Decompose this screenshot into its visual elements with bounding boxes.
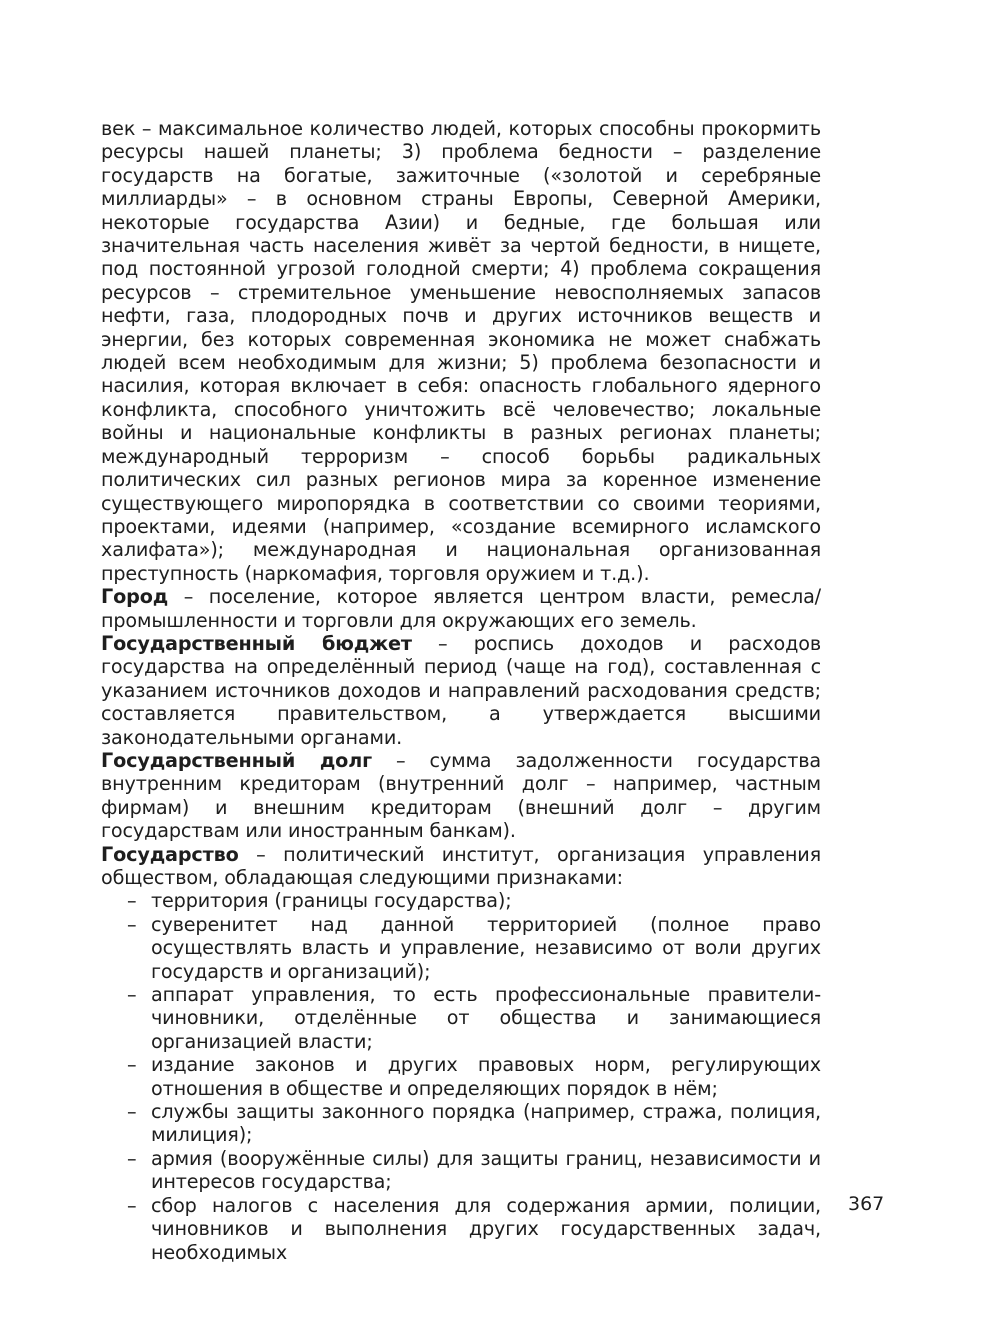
entry-state [101, 843, 821, 890]
entry-budget [101, 632, 821, 749]
term-state: Государство [101, 842, 239, 866]
list-item-text: службы защиты законного порядка (например, стража, полиция, милиция); [151, 1100, 821, 1147]
page-number: 367 [848, 1193, 885, 1215]
list-item-text: суверенитет над данной территорией (полное право осуществлять власть и управление, независимо от воли других государств и организаций); [151, 912, 821, 983]
state-features-list [101, 889, 821, 1264]
list-item [101, 1147, 821, 1194]
list-item-text: аппарат управления, то есть профессиональные правители-чиновники, отделённые от общества и занимающиеся организацией власти; [151, 983, 821, 1053]
list-item [101, 1100, 821, 1147]
list-item [101, 1194, 821, 1264]
list-item-text: территория (границы государства); [151, 889, 512, 913]
list-dash: – [127, 1193, 137, 1217]
list-item-text: армия (вооружённые силы) для защиты границ, независимости и интересов государства; [151, 1146, 821, 1194]
list-dash: – [127, 912, 137, 936]
definition-gorod: – поселение, которое является центром власти, ремесла/промышленности и торговли для окружающих его земель. [101, 585, 821, 632]
list-dash: – [127, 983, 137, 1007]
list-dash: – [127, 1146, 137, 1170]
definition-debt: – сумма задолженности государства внутренним кредиторам (внутренний долг – например, частным фирмам) и внешним кредиторам (внешний долг – другим государствам или иностранным банкам). [101, 748, 821, 843]
intro-paragraph: век – максимальное количество людей, которых способны прокормить ресурсы нашей планеты; 3) проблема бедности – разделение государств на богатые, зажиточные («золотой и серебряные миллиарды» – в основном страны Европы, Северной Америки, некоторые государства Азии) и бедные, где большая или значительная часть населения живёт за чертой бедности, в нищете, под постоянной угрозой голодной смерти; 4) проблема сокращения ресурсов – стремительное уменьшение невосполняемых запасов нефти, газа, плодородных почв и других источников веществ и энергии, без которых современная экономика не может снабжать людей всем необходимым для жизни; 5) проблема безопасности и насилия, которая включает в себя: опасность глобального ядерного конфликта, способного уничтожить всё человечество; локальные войны и национальные конфликты в разных регионах планеты; международный терроризм – способ борьбы радикальных политических сил разных регионов мира за коренное изменение существующего миропорядка в соответствии со своими теориями, проектами, идеями (например, «создание всемирного исламского халифата»); международная и национальная организованная преступность (наркомафия, торговля оружием и т.д.). [101, 117, 821, 585]
definition-state: – политический институт, организация управления обществом, обладающая следующими признаками: [101, 842, 821, 889]
list-item [101, 889, 821, 912]
list-item [101, 1053, 821, 1100]
list-dash: – [127, 1100, 137, 1124]
list-item-text: издание законов и других правовых норм, регулирующих отношения в обществе и определяющих порядок в нём; [151, 1053, 821, 1100]
list-dash: – [127, 1053, 137, 1077]
term-gorod: Город [101, 585, 169, 609]
entry-debt [101, 749, 821, 843]
list-dash: – [127, 889, 137, 913]
definition-budget: – роспись доходов и расходов государства на определённый период (чаще на год), составленная с указанием источников доходов и направлений расходования средств; составляется правительством, а утверждается высшими законодательными органами. [101, 631, 821, 749]
list-item [101, 983, 821, 1053]
list-item [101, 913, 821, 983]
term-budget: Государственный бюджет [101, 631, 412, 655]
page-body [101, 117, 821, 1264]
entry-gorod [101, 585, 821, 632]
term-debt: Государственный долг [101, 748, 372, 772]
list-item-text: сбор налогов с населения для содержания армии, полиции, чиновников и выполнения других государственных задач, необходимых [151, 1193, 821, 1264]
